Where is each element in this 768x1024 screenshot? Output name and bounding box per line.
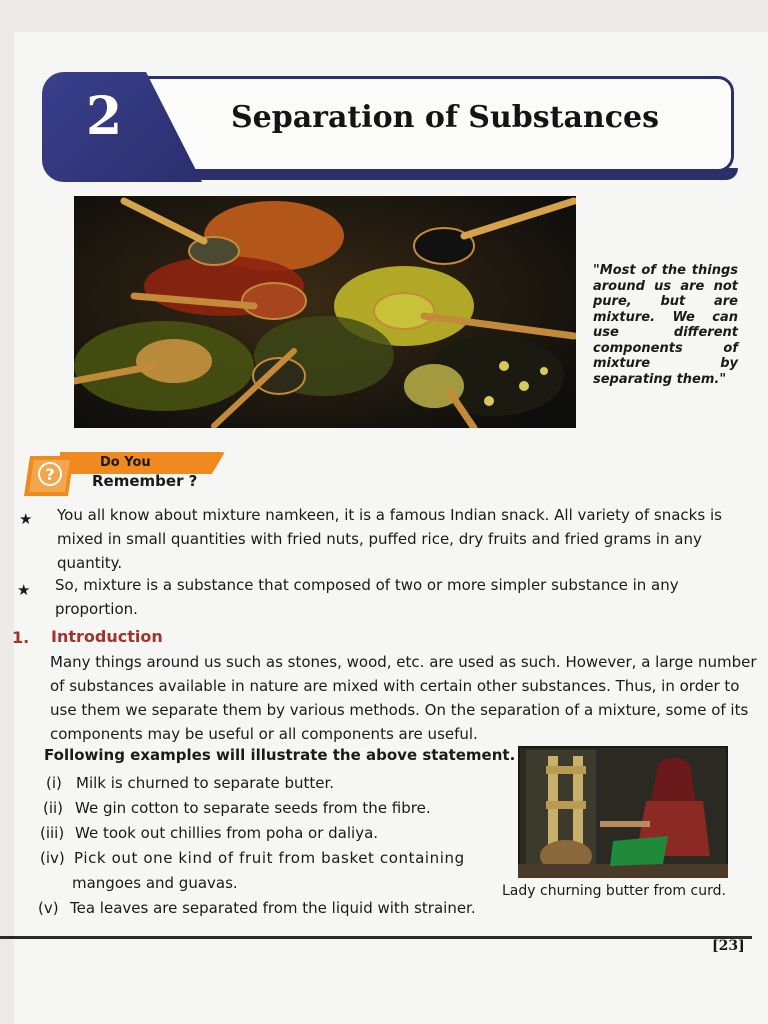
chapter-quote: "Most of the things around us are not pure, but are mixture. We can use different components of mixture by separating them." [593, 263, 738, 387]
spices-photo [74, 196, 576, 428]
introduction-paragraph [50, 650, 757, 746]
text-line: You all know about mixture namkeen, it is a famous Indian snack. All variety of snacks is [57, 506, 722, 524]
example-item [43, 796, 431, 820]
example-text: We gin cotton to separate seeds from the fibre. [75, 799, 431, 817]
text-line: So, mixture is a substance that composed of two or more simpler substance in any [55, 576, 679, 594]
example-text: Pick out one kind of fruit from basket containing [74, 849, 465, 867]
churning-photo [518, 746, 728, 878]
example-text: We took out chillies from poha or daliya. [75, 824, 379, 842]
page-number: [23] [712, 938, 745, 954]
example-marker: (ii) [43, 799, 64, 817]
footer-rule [0, 936, 752, 939]
star-bullet: ★ [19, 510, 33, 528]
question-mark-icon [24, 452, 80, 500]
remember-point-2 [55, 573, 679, 621]
example-marker: (v) [38, 899, 59, 917]
examples-heading: Following examples will illustrate the above statement. [44, 746, 516, 764]
badge-line-2: Remember ? [92, 472, 198, 490]
remember-point-1 [57, 503, 722, 575]
example-marker: (iv) [40, 849, 65, 867]
chapter-title: Separation of Substances [231, 100, 659, 135]
section-title: Introduction [51, 627, 163, 646]
figure-caption: Lady churning butter from curd. [502, 883, 726, 899]
example-text: Tea leaves are separated from the liquid with strainer. [70, 899, 476, 917]
example-item [72, 871, 238, 895]
example-text: mangoes and guavas. [72, 874, 238, 892]
example-item [38, 896, 476, 920]
text-line: quantity. [57, 554, 123, 572]
badge-line-1: Do You [100, 455, 151, 470]
example-marker: (iii) [40, 824, 65, 842]
text-line: proportion. [55, 600, 138, 618]
example-item [40, 821, 378, 845]
star-bullet: ★ [17, 581, 31, 599]
text-line: components may be useful or all components are useful. [50, 725, 478, 743]
example-item [40, 846, 465, 870]
svg-text:?: ? [45, 465, 55, 484]
text-line: of substances available in nature are mixed with certain other substances. Thus, in order to [50, 677, 740, 695]
chapter-number: 2 [86, 86, 123, 147]
example-marker: (i) [46, 774, 62, 792]
section-number: 1. [12, 628, 30, 647]
example-text: Milk is churned to separate butter. [76, 774, 335, 792]
text-line: mixed in small quantities with fried nuts, puffed rice, dry fruits and fried grams in any [57, 530, 702, 548]
text-line: use them we separate them by various methods. On the separation of a mixture, some of its [50, 701, 749, 719]
text-line: Many things around us such as stones, wood, etc. are used as such. However, a large number [50, 653, 757, 671]
example-item [46, 771, 334, 795]
